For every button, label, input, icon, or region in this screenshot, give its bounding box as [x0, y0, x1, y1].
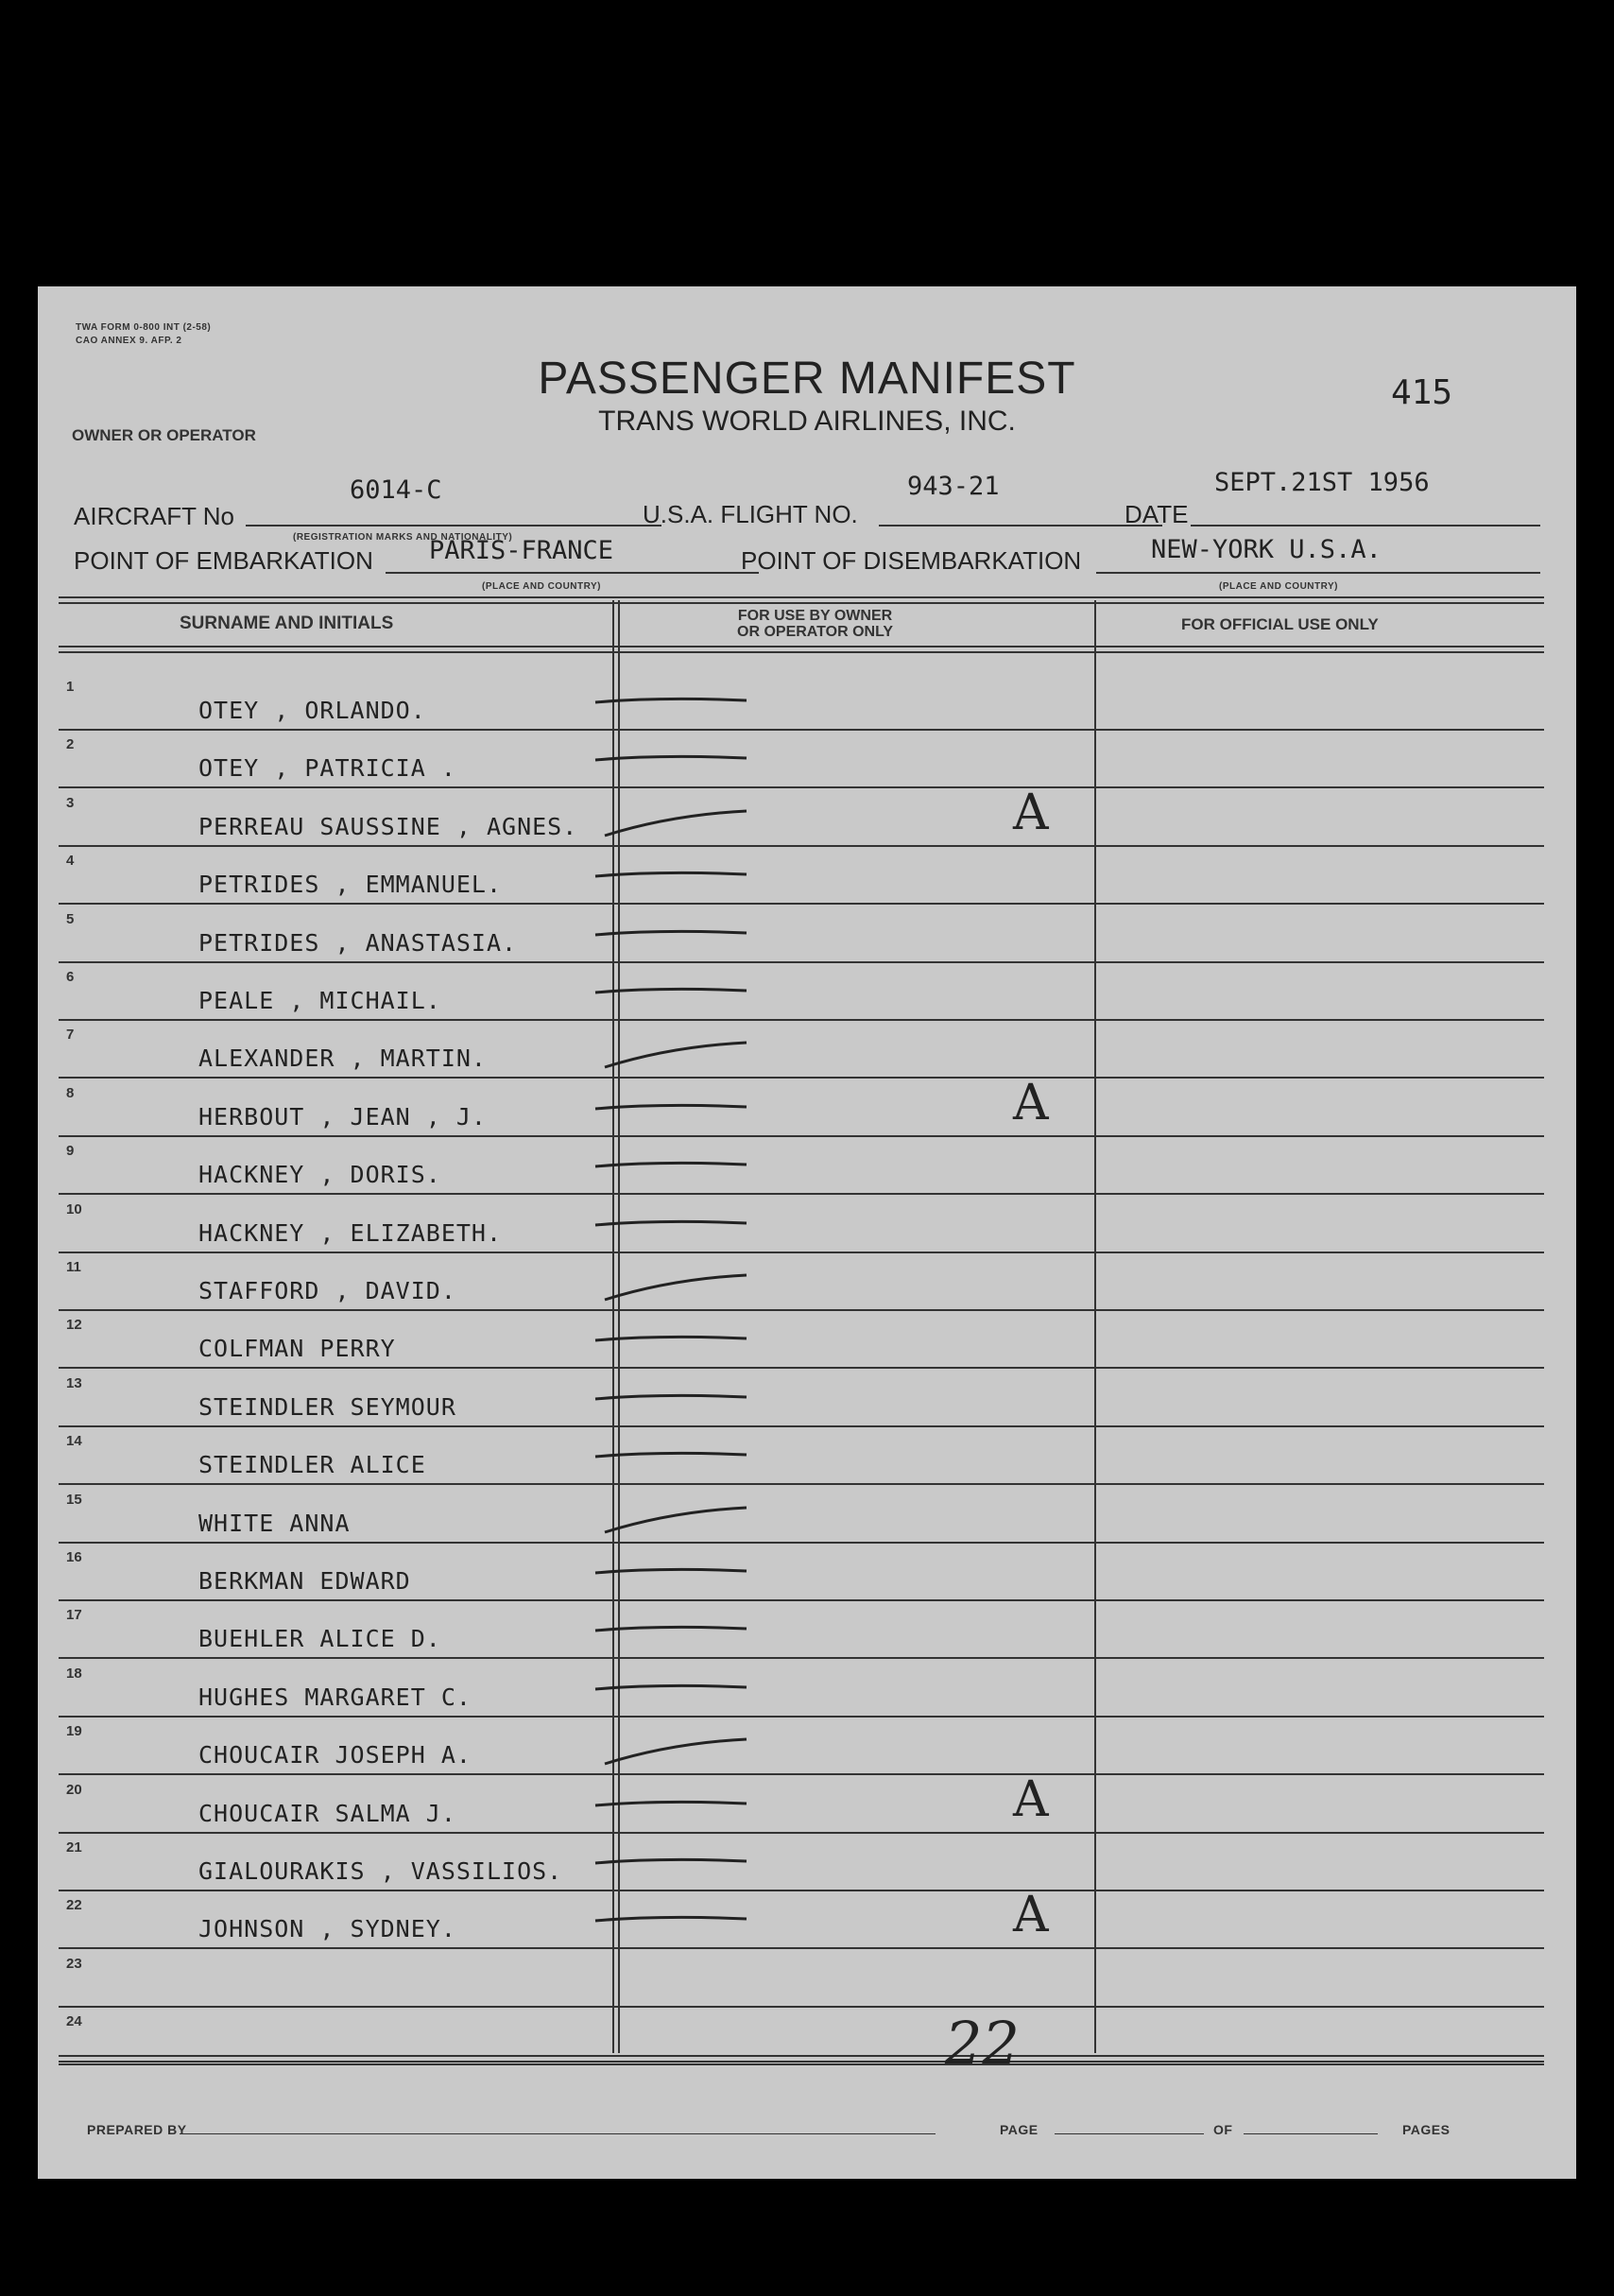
row-number: 3 [66, 794, 75, 811]
table-row-rule [59, 2006, 1544, 2008]
row-number: 4 [66, 853, 75, 870]
passenger-name: STAFFORD , DAVID. [198, 1277, 456, 1304]
table-row-rule [59, 1019, 1544, 1021]
table-row-rule [59, 1599, 1544, 1601]
row-number: 11 [66, 1259, 81, 1275]
table-row-rule [59, 1542, 1544, 1544]
check-stroke [567, 1560, 813, 1597]
table-row-rule [59, 2063, 1544, 2065]
aircraft-note: (REGISTRATION MARKS AND NATIONALITY) [293, 532, 513, 543]
row-number: 23 [66, 1955, 82, 1972]
page-subtitle: TRANS WORLD AIRLINES, INC. [598, 406, 1016, 437]
table-row-rule [59, 729, 1544, 731]
row-number: 15 [66, 1491, 82, 1508]
passenger-name: CHOUCAIR SALMA J. [198, 1799, 456, 1827]
row-number: 19 [66, 1723, 82, 1740]
owner-check-mark: A [1013, 1074, 1049, 1131]
page-label: PAGE [1000, 2122, 1039, 2137]
passenger-name: OTEY , ORLANDO. [198, 697, 426, 724]
row-number: 8 [66, 1084, 75, 1101]
manifest-sheet [38, 286, 1576, 2179]
check-stroke [567, 1096, 813, 1133]
table-row-rule [59, 1135, 1544, 1137]
table-row-rule [59, 903, 1544, 905]
check-stroke [567, 1269, 813, 1307]
passenger-name: CHOUCAIR JOSEPH A. [198, 1741, 472, 1769]
owner-check-mark: A [1013, 1887, 1049, 1944]
passenger-name: WHITE ANNA [198, 1509, 351, 1537]
row-number: 6 [66, 969, 75, 985]
passenger-name: STEINDLER SEYMOUR [198, 1392, 456, 1421]
prepared-by-line [180, 2133, 936, 2134]
passenger-name: PERREAU SAUSSINE , AGNES. [198, 812, 578, 840]
row-number: 1 [66, 679, 75, 695]
check-stroke [567, 1617, 813, 1655]
footer-rule-2 [59, 2061, 1544, 2063]
passenger-name: PETRIDES , ANASTASIA. [198, 928, 518, 957]
passenger-name: BERKMAN EDWARD [198, 1567, 411, 1595]
check-stroke [567, 1153, 813, 1191]
page-title: PASSENGER MANIFEST [538, 354, 1076, 404]
table-row-rule [59, 845, 1544, 847]
table-row-rule [59, 1309, 1544, 1311]
column-divider-2 [1094, 600, 1096, 2053]
flight-value: 943-21 [907, 472, 1000, 501]
check-stroke [567, 979, 813, 1017]
table-row-rule [59, 1890, 1544, 1891]
disembark-underline [1096, 572, 1540, 574]
table-row-rule [59, 1832, 1544, 1834]
col-surname-header: SURNAME AND INITIALS [180, 613, 394, 633]
passenger-name: HERBOUT , JEAN , J. [198, 1102, 487, 1131]
passenger-name: ALEXANDER , MARTIN. [198, 1044, 487, 1073]
row-number: 18 [66, 1665, 82, 1682]
aircraft-value: 6014-C [350, 475, 442, 505]
col-owner-header-line1: FOR USE BY OWNER [737, 608, 893, 624]
row-number: 7 [66, 1027, 75, 1044]
passenger-name: OTEY , PATRICIA . [198, 754, 456, 783]
header-rule-top-2 [59, 602, 1544, 604]
table-row-rule [59, 1947, 1544, 1949]
col-owner-header-line2: OR OPERATOR ONLY [737, 624, 894, 640]
check-stroke [567, 689, 813, 727]
check-stroke [567, 747, 813, 785]
row-number: 17 [66, 1607, 82, 1624]
embark-underline [386, 572, 759, 574]
row-number: 22 [66, 1897, 82, 1914]
passenger-name: STEINDLER ALICE [198, 1451, 426, 1479]
check-stroke [567, 1734, 813, 1771]
check-stroke [567, 1212, 813, 1250]
passenger-name: HACKNEY , DORIS. [198, 1161, 441, 1189]
owner-check-mark: A [1013, 784, 1049, 841]
table-row-rule [59, 786, 1544, 788]
table-row-rule [59, 1077, 1544, 1079]
embark-label: POINT OF EMBARKATION [74, 546, 373, 575]
page-number: 415 [1391, 373, 1453, 412]
row-number: 13 [66, 1374, 82, 1391]
passenger-name: PETRIDES , EMMANUEL. [198, 871, 503, 899]
table-row-rule [59, 1425, 1544, 1427]
row-number: 16 [66, 1549, 82, 1565]
passenger-name: JOHNSON , SYDNEY. [198, 1915, 456, 1943]
table-row-rule [59, 1716, 1544, 1718]
check-stroke [567, 1443, 813, 1481]
aircraft-underline [246, 525, 661, 527]
table-row-rule [59, 1367, 1544, 1369]
passenger-name: HUGHES MARGARET C. [198, 1683, 472, 1711]
passenger-name: BUEHLER ALICE D. [198, 1625, 441, 1653]
check-stroke [567, 1386, 813, 1424]
check-stroke [567, 922, 813, 959]
page-line [1055, 2133, 1204, 2134]
aircraft-label: AIRCRAFT No [74, 502, 234, 530]
row-number: 10 [66, 1200, 82, 1217]
check-stroke [567, 1792, 813, 1830]
check-stroke [567, 805, 813, 843]
row-number: 5 [66, 910, 75, 927]
flight-label: U.S.A. FLIGHT NO. [643, 500, 858, 528]
date-value: SEPT.21ST 1956 [1214, 468, 1430, 497]
col-official-header: FOR OFFICIAL USE ONLY [1181, 615, 1379, 633]
disembark-label: POINT OF DISEMBARKATION [741, 546, 1082, 575]
table-row-rule [59, 1657, 1544, 1659]
embark-note: (PLACE AND COUNTRY) [482, 581, 601, 592]
header-rule-bottom-1 [59, 646, 1544, 647]
header-rule-top-1 [59, 596, 1544, 598]
row-number: 20 [66, 1781, 82, 1798]
date-underline [1191, 525, 1540, 527]
row-number: 21 [66, 1839, 82, 1856]
table-row-rule [59, 961, 1544, 963]
passenger-name: PEALE , MICHAIL. [198, 987, 441, 1014]
row-number: 24 [66, 2013, 82, 2030]
passenger-name: GIALOURAKIS , VASSILIOS. [198, 1857, 563, 1885]
of-label: OF [1213, 2122, 1233, 2137]
check-stroke [567, 1850, 813, 1888]
table-row-rule [59, 1193, 1544, 1195]
check-stroke [567, 1502, 813, 1540]
footer-rule-1 [59, 2055, 1544, 2057]
row-number: 9 [66, 1143, 75, 1160]
row-number: 14 [66, 1433, 82, 1450]
col-owner-header [737, 608, 893, 640]
check-stroke [567, 863, 813, 901]
check-stroke [567, 1676, 813, 1714]
table-row-rule [59, 1483, 1544, 1485]
form-code-2: CAO ANNEX 9. AFP. 2 [76, 336, 182, 346]
passenger-name: COLFMAN PERRY [198, 1335, 396, 1363]
form-code-1: TWA FORM 0-800 INT (2-58) [76, 322, 212, 333]
table-row-rule [59, 1773, 1544, 1775]
passenger-name: HACKNEY , ELIZABETH. [198, 1218, 503, 1247]
owner-check-mark: A [1013, 1770, 1049, 1828]
disembark-value: NEW-YORK U.S.A. [1151, 535, 1382, 564]
pages-label: PAGES [1402, 2122, 1451, 2137]
of-line [1244, 2133, 1378, 2134]
date-label: DATE [1125, 500, 1189, 528]
row-number: 2 [66, 736, 75, 753]
check-stroke [567, 1908, 813, 1945]
owner-label: OWNER OR OPERATOR [72, 426, 256, 444]
total-passengers-mark: 22 [945, 2009, 1020, 2078]
flight-underline [879, 525, 1162, 527]
row-number: 12 [66, 1317, 82, 1334]
header-rule-bottom-2 [59, 651, 1544, 653]
table-row-rule [59, 1252, 1544, 1253]
check-stroke [567, 1327, 813, 1365]
embark-value: PARIS-FRANCE [429, 536, 614, 565]
prepared-by-label: PREPARED BY [87, 2122, 187, 2137]
disembark-note: (PLACE AND COUNTRY) [1219, 581, 1338, 592]
check-stroke [567, 1037, 813, 1075]
